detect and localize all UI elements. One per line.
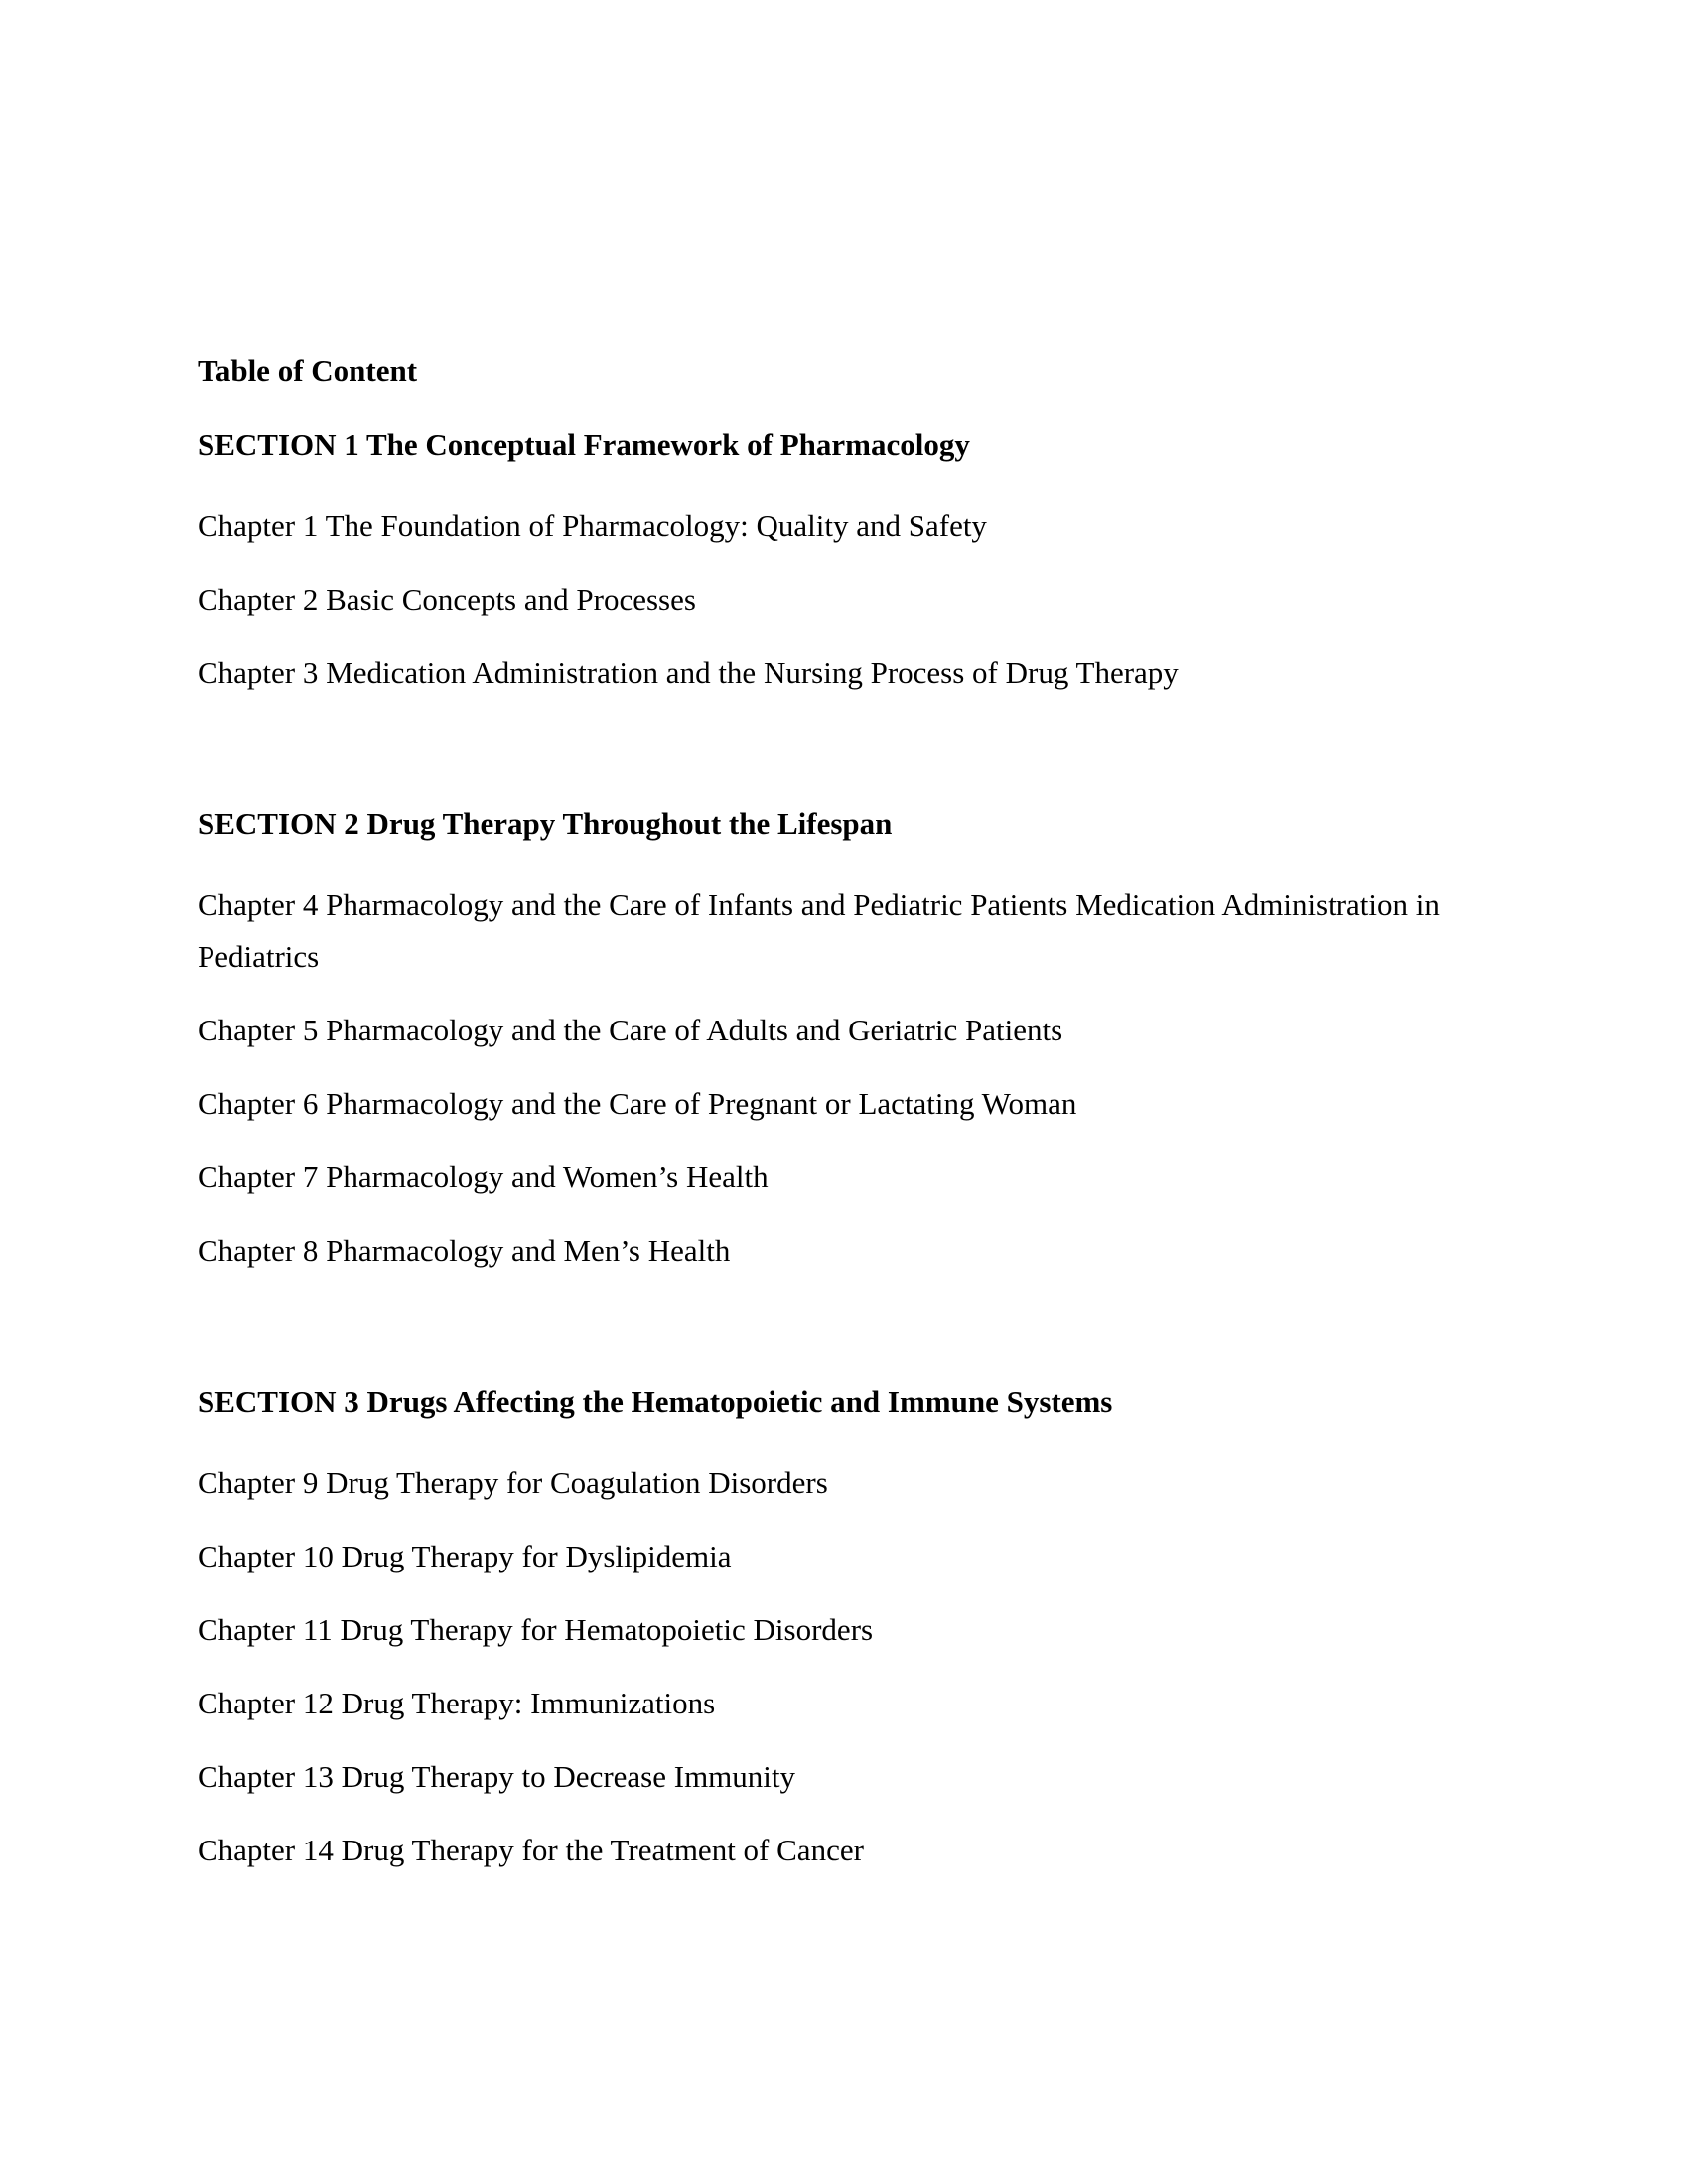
section-title: SECTION 2 Drug Therapy Throughout the Lifespan <box>198 806 893 841</box>
chapter-entry: Chapter 1 The Foundation of Pharmacology: Quality and Safety <box>198 508 987 543</box>
section-3 <box>198 1384 1488 1876</box>
chapter-entry: Chapter 3 Medication Administration and the Nursing Process of Drug Therapy <box>198 655 1179 690</box>
table-of-contents <box>198 353 1488 1983</box>
section-1 <box>198 427 1488 699</box>
chapter-entry: Chapter 10 Drug Therapy for Dyslipidemia <box>198 1539 732 1573</box>
chapter-entry: Chapter 9 Drug Therapy for Coagulation Disorders <box>198 1465 828 1500</box>
section-title: SECTION 1 The Conceptual Framework of Pharmacology <box>198 427 970 462</box>
chapter-entry: Chapter 8 Pharmacology and Men’s Health <box>198 1233 731 1268</box>
chapter-entry: Chapter 7 Pharmacology and Women’s Health <box>198 1160 769 1194</box>
chapter-entry: Chapter 11 Drug Therapy for Hematopoietic Disorders <box>198 1612 874 1647</box>
section-2 <box>198 806 1488 1277</box>
chapter-entry: Chapter 4 Pharmacology and the Care of Infants and Pediatric Patients Medication Administration in Pediatrics <box>198 887 1440 974</box>
chapter-entry: Chapter 12 Drug Therapy: Immunizations <box>198 1686 716 1720</box>
chapter-entry: Chapter 6 Pharmacology and the Care of Pregnant or Lactating Woman <box>198 1086 1077 1121</box>
toc-heading: Table of Content <box>198 353 418 388</box>
chapter-entry: Chapter 13 Drug Therapy to Decrease Immunity <box>198 1759 796 1794</box>
chapter-entry: Chapter 5 Pharmacology and the Care of Adults and Geriatric Patients <box>198 1013 1063 1047</box>
chapter-entry: Chapter 14 Drug Therapy for the Treatment of Cancer <box>198 1833 864 1867</box>
chapter-entry: Chapter 2 Basic Concepts and Processes <box>198 582 696 616</box>
section-title: SECTION 3 Drugs Affecting the Hematopoietic and Immune Systems <box>198 1384 1113 1419</box>
